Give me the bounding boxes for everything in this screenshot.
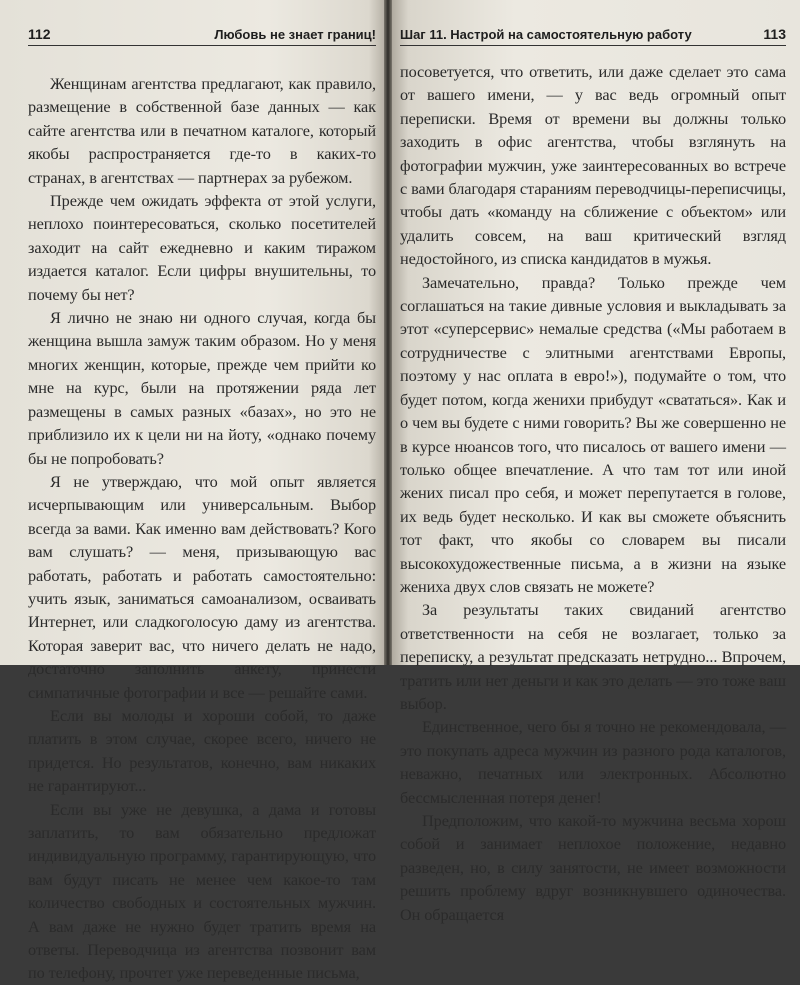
- right-running-head: [400, 26, 786, 46]
- right-page-number: 113: [763, 26, 786, 42]
- paragraph: Я не утверждаю, что мой опыт является исчерпывающим или универсальным. Выбор всегда за вами. Как именно вам действовать? Кого вам слушать? — меня, призывающую вас работать, работать и работать самостоятельно: учить язык, заниматься самоанализом, осваивать Интернет, или сладкоголосую даму из агентства. Которая заверит вас, что ничего делать не надо, достаточно заполнить анкету, принести симпатичные фотографии и все — решайте сами.: [28, 471, 376, 702]
- paragraph: Замечательно, правда? Только прежде чем соглашаться на такие дивные условия и выкладывать за этот «суперсервис» немалые средства («Мы работаем в сотрудничестве с элитными агентствами Европы, поэтому у нас оплата в евро!»), подумайте о том, что будет потом, когда женихи прибудут «свататься». Как и о чем вы будете с ними говорить? Вы же совершенно не в курсе нюансов того, что писалось от вашего имени — только общее впечатление. А что там тот или иной жених писал про себя, и может перепутается в голове, их ведь будет несколько. И как вы сможете объяснить тот факт, что якобы со словарем вы писали высокохудожественные письма, а в жизни на языке жениха двух слов связать не можете?: [400, 272, 786, 596]
- paragraph: Если вы уже не девушка, а дама и готовы заплатить, то вам обязательно предложат индивидуальную программу, гарантирующую, что вам будут писать не менее чем какое-то там количество свободных и состоятельных мужчин. А вам даже не нужно будет тратить время на ответы. Переводчица из агентства позвонит вам по телефону, прочтет уже переведенные письма,: [28, 799, 376, 983]
- paragraph: посоветуется, что ответить, или даже сделает это сама от вашего имени, — у вас ведь огромный опыт переписки. Время от времени вы должны только заходить в офис агентства, чтобы взглянуть на фотографии мужчин, уже заинтересованных во встрече с вами благодаря стараниям переводчицы-переписчицы, чтобы дать «команду на сближение с объектом» или удалить совсем, на ваш критический взгляд недостойного, из списка кандидатов в мужья.: [400, 62, 786, 269]
- left-page-number: 112: [28, 26, 51, 42]
- paragraph: Я лично не знаю ни одного случая, когда бы женщина вышла замуж таким образом. Но у меня многих женщин, которые, прежде чем прийти ко мне на курс, были на протяжении ряда лет размещены в самых разных «базах», но это не приблизило их к цели ни на йоту, «однако почему бы не попробовать?: [28, 308, 376, 468]
- paragraph: Женщинам агентства предлагают, как правило, размещение в собственной базе данных — как сайте агентства или в печатном каталоге, который якобы распространяется где-то в каких-то странах, в агентствах — партнерах за рубежом.: [28, 74, 376, 187]
- right-running-title: Шаг 11. Настрой на самостоятельную работу: [400, 27, 692, 42]
- paragraph: Предположим, что какой-то мужчина весьма хорош собой и занимает неплохое положение, недавно разведен, но, в силу занятости, не имеет возможности решить проблему вдруг возникнувшего одиночества. Он обращается: [400, 811, 786, 924]
- right-page: [392, 0, 800, 924]
- left-page: [0, 0, 384, 983]
- paragraph: Если вы молоды и хороши собой, то даже платить в этом случае, скорее всего, ничего не придется. Но результатов, конечно, вам никаких не гарантируют...: [28, 705, 376, 796]
- right-page-body: [400, 60, 786, 926]
- left-page-body: [28, 72, 376, 985]
- paragraph: Прежде чем ожидать эффекта от этой услуги, неплохо поинтересоваться, сколько посетителей заходит на сайт ежедневно и каким тиражом издается каталог. Если цифры внушительны, то почему бы нет?: [28, 191, 376, 304]
- book-gutter: [384, 0, 392, 665]
- left-running-head: [28, 26, 376, 46]
- paragraph: За результаты таких свиданий агентство ответственности на себя не возлагает, только за переписку, а результат предсказать нетрудно... Впрочем, тратить или нет деньги и как это делать — это тоже ваш выбор.: [400, 600, 786, 713]
- paragraph: Единственное, чего бы я точно не рекомендовала, — это покупать адреса мужчин из разного рода каталогов, неважно, печатных или электронных. Абсолютно бессмысленная потеря денег!: [400, 717, 786, 807]
- left-running-title: Любовь не знает границ!: [214, 27, 376, 42]
